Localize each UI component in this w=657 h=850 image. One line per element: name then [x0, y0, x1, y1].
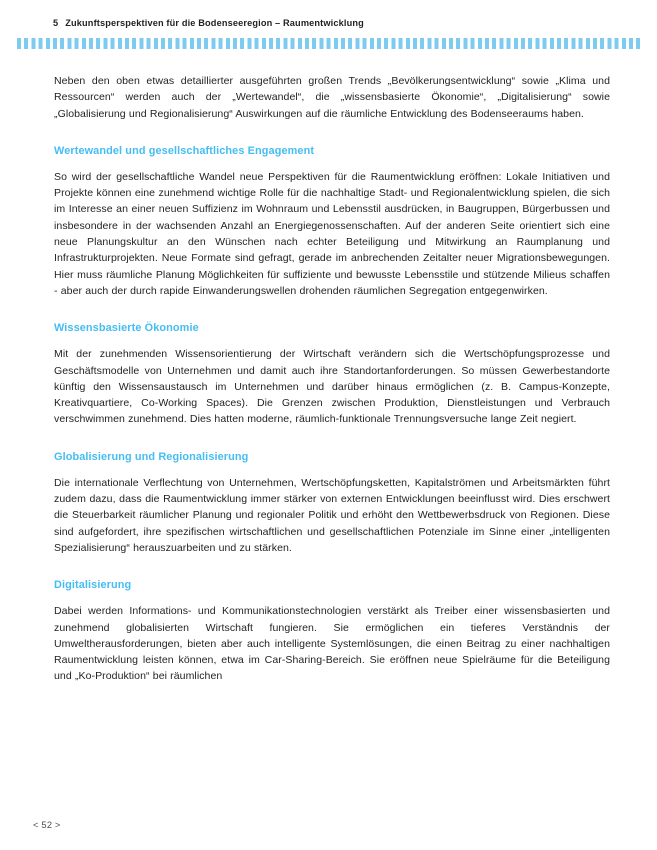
dashed-rule-divider	[17, 38, 640, 49]
spacer	[54, 593, 610, 603]
next-page-arrow[interactable]: >	[54, 820, 61, 830]
section-heading-wertewandel: Wertewandel und gesellschaftliches Engagement	[54, 144, 315, 157]
section-heading-wissensbasierte-oekonomie: Wissensbasierte Ökonomie	[54, 322, 199, 335]
section-paragraph-wissensbasierte-oekonomie: Mit der zunehmenden Wissensorientierung der Wirtschaft verändern sich die Wertschöpfungsprozesse und Geschäftsmodelle von Unternehmen und damit auch ihre Standortanforderungen. So müssen Gewerbestandorte künftig den Wissensaustausch im Unternehmen und darüber hinaus ermöglichen (z. B. Campus-Konzepte, Kreativquartiere, Co-Working Spaces). Die Grenzen zwischen Produktion, Dienstleistungen und Verbrauch verschwimmen zunehmend. Dies hatten moderne, räumlich-funktionale Trennungsversuche lange Zeit negiert.	[54, 348, 610, 426]
spacer	[54, 428, 610, 450]
section-paragraph-globalisierung: Die internationale Verflechtung von Unternehmen, Wertschöpfungsketten, Kapitalströmen und Arbeitsmärkten führt zudem dazu, dass die Raumentwicklung immer stärker von externen Entwicklungen beeinflusst wird. Dies erschwert die Steuerbarkeit räumlicher Planung und regionaler Politik und erhöht den Wettbewerbsdruck von Regionen. Diese sind aufgefordert, ihre spezifischen wirtschaftlichen und gesellschaftlichen Potenziale im Sinne einer „intelligenten Spezialisierung“ herauszuarbeiten und zu stärken.	[54, 476, 610, 554]
spacer	[54, 299, 610, 321]
running-header	[53, 18, 364, 28]
spacer	[54, 465, 610, 475]
section-paragraph-wertewandel: So wird der gesellschaftliche Wandel neue Perspektiven für die Raumentwicklung eröffnen: Lokale Initiativen und Projekte können eine zunehmend wichtige Rolle für die nachhaltige Stadt- und Regionalentwicklung spielen, die sich im Interesse an einer neuen Suffizienz im Wohnraum und Lebensstil ausdrücken, in Baugruppen, Bürgerbussen und insbesondere in der wachsenden Anzahl an Energiegenossenschaften. Auf der anderen Seite orientiert sich eine neue Planungskultur an den Wünschen nach echter Beteiligung und Mitwirkung an Raumplanung und Infrastrukturprojekten. Neue Formate sind gefragt, gerade im anbrechenden Zeitalter neuer Migrationsbewegungen. Hier muss räumliche Planung Möglichkeiten für suffiziente und bewusste Lebensstile und stützende Milieus schaffen - aber auch der durch rapide Einwanderungswellen drohenden räumlichen Segregation entgegenwirken.	[54, 170, 610, 297]
spacer	[54, 556, 610, 578]
spacer	[54, 336, 610, 346]
chapter-number: 5	[53, 18, 59, 28]
page-folio	[33, 820, 61, 830]
section-heading-globalisierung: Globalisierung und Regionalisierung	[54, 450, 249, 463]
chapter-title: Zukunftsperspektiven für die Bodenseeregion – Raumentwicklung	[65, 18, 364, 28]
spacer	[54, 159, 610, 169]
intro-paragraph: Neben den oben etwas detaillierter ausgeführten großen Trends „Bevölkerungsentwicklung“ sowie „Klima und Ressourcen“ werden auch der „Wertewandel“, die „wissensbasierte Ökonomie“, „Digitalisierung“ sowie „Globalisierung und Regionalisierung“ Auswirkungen auf die räumliche Entwicklung des Bodenseeraums haben.	[54, 75, 610, 120]
section-heading-digitalisierung: Digitalisierung	[54, 579, 132, 592]
section-paragraph-digitalisierung: Dabei werden Informations- und Kommunikationstechnologien verstärkt als Treiber einer wissensbasierten und zunehmend globalisierten Wirtschaft fungieren. Sie ermöglichen ein tieferes Verständnis der Umweltherausforderungen, bieten aber auch intelligente Systemlösungen, die einen Beitrag zu einer nachhaltigen Raumentwicklung leisten können, etwa im Car-Sharing-Bereich. Sie eröffnen neue Spielräume für die Beteiligung und „Ko-Produktion“ bei räumlichen	[54, 605, 610, 683]
text-column	[54, 73, 610, 685]
spacer	[54, 122, 610, 144]
page-number: 52	[41, 820, 53, 830]
previous-page-arrow[interactable]: <	[33, 820, 39, 830]
